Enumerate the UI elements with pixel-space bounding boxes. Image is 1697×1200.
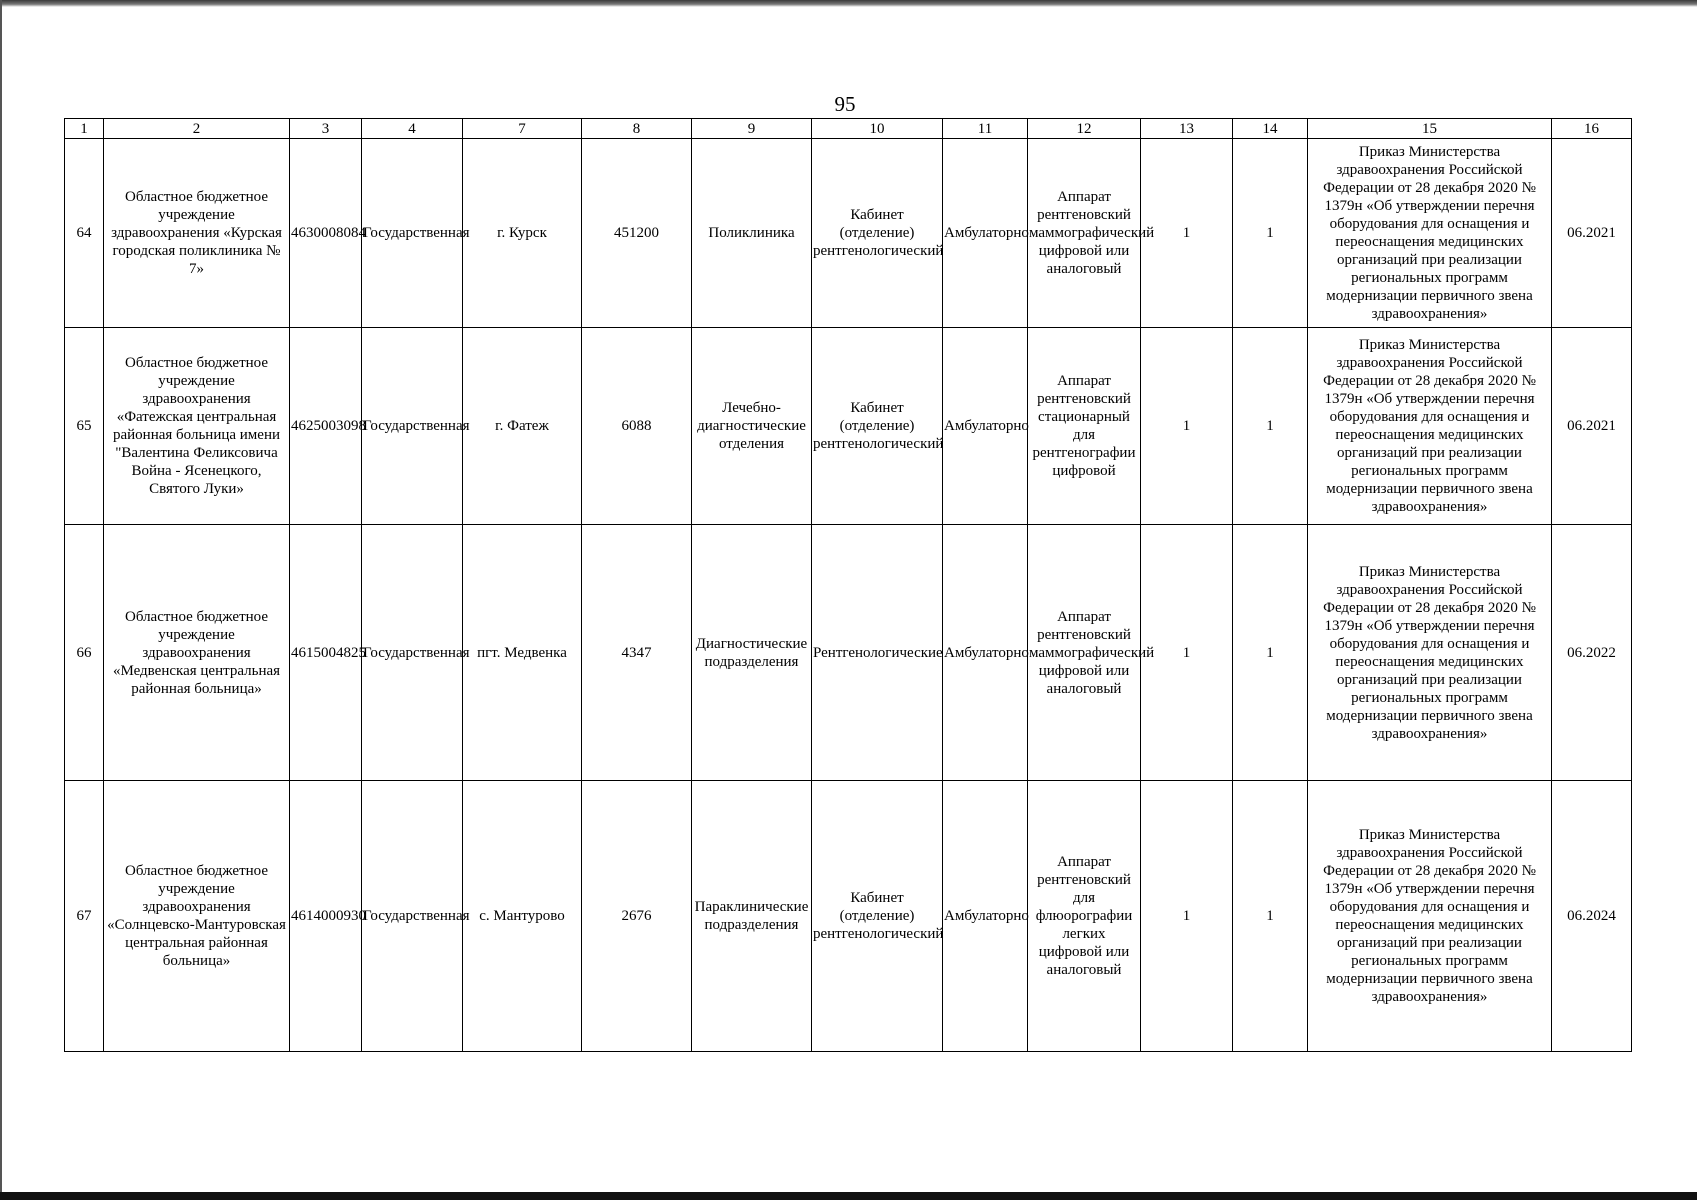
equipment-name: Аппарат рентгеновский маммографический цифровой или аналоговый	[1028, 139, 1141, 328]
ownership-form: Государственная	[362, 139, 463, 328]
legal-basis: Приказ Министерства здравоохранения Российской Федерации от 28 декабря 2020 № 1379н «Об утверждении перечня оборудования для оснащения и переоснащения медицинских организаций при реализации региональных программ модернизации первичного звена здравоохранения»	[1308, 781, 1552, 1052]
quantity-14: 1	[1233, 139, 1308, 328]
row-number: 64	[65, 139, 104, 328]
ownership-form: Государственная	[362, 328, 463, 525]
quantity-13: 1	[1141, 139, 1233, 328]
column-header: 8	[582, 119, 692, 139]
quantity-13: 1	[1141, 328, 1233, 525]
column-header: 15	[1308, 119, 1552, 139]
table-row	[65, 781, 1632, 1052]
department: Рентгенологические	[812, 525, 943, 781]
ownership-form: Государственная	[362, 525, 463, 781]
column-header: 7	[463, 119, 582, 139]
date: 06.2024	[1552, 781, 1632, 1052]
table-row	[65, 139, 1632, 328]
locality: с. Мантурово	[463, 781, 582, 1052]
care-type: Амбулаторно	[943, 139, 1028, 328]
care-type: Амбулаторно	[943, 328, 1028, 525]
column-header: 16	[1552, 119, 1632, 139]
table-header-row	[65, 119, 1632, 139]
row-number: 67	[65, 781, 104, 1052]
scan-edge-bottom	[0, 1192, 1697, 1200]
institution-code: 4615004825	[290, 525, 362, 781]
institution-name: Областное бюджетное учреждение здравоохранения «Солнцевско-Мантуровская центральная районная больница»	[104, 781, 290, 1052]
population: 6088	[582, 328, 692, 525]
column-header: 3	[290, 119, 362, 139]
institution-code: 4614000930	[290, 781, 362, 1052]
institution-name: Областное бюджетное учреждение здравоохранения «Курская городская поликлиника № 7»	[104, 139, 290, 328]
table-row	[65, 525, 1632, 781]
column-header: 10	[812, 119, 943, 139]
institution-name: Областное бюджетное учреждение здравоохранения «Фатежская центральная районная больница имени "Валентина Феликсовича Война - Ясенецкого, Святого Луки»	[104, 328, 290, 525]
care-type: Амбулаторно	[943, 781, 1028, 1052]
quantity-13: 1	[1141, 781, 1233, 1052]
page-number: 95	[834, 92, 856, 116]
subdivision: Лечебно-диагностические отделения	[692, 328, 812, 525]
quantity-14: 1	[1233, 525, 1308, 781]
locality: пгт. Медвенка	[463, 525, 582, 781]
care-type: Амбулаторно	[943, 525, 1028, 781]
equipment-name: Аппарат рентгеновский для флюорографии легких цифровой или аналоговый	[1028, 781, 1141, 1052]
column-header: 9	[692, 119, 812, 139]
row-number: 65	[65, 328, 104, 525]
population: 4347	[582, 525, 692, 781]
legal-basis: Приказ Министерства здравоохранения Российской Федерации от 28 декабря 2020 № 1379н «Об утверждении перечня оборудования для оснащения и переоснащения медицинских организаций при реализации региональных программ модернизации первичного звена здравоохранения»	[1308, 139, 1552, 328]
scan-edge-left	[0, 0, 2, 1200]
department: Кабинет (отделение) рентгенологический	[812, 781, 943, 1052]
column-header: 13	[1141, 119, 1233, 139]
equipment-name: Аппарат рентгеновский маммографический цифровой или аналоговый	[1028, 525, 1141, 781]
population: 451200	[582, 139, 692, 328]
column-header: 4	[362, 119, 463, 139]
quantity-14: 1	[1233, 781, 1308, 1052]
column-header: 1	[65, 119, 104, 139]
date: 06.2022	[1552, 525, 1632, 781]
institution-code: 4625003098	[290, 328, 362, 525]
date: 06.2021	[1552, 139, 1632, 328]
column-header: 2	[104, 119, 290, 139]
column-header: 14	[1233, 119, 1308, 139]
column-header: 12	[1028, 119, 1141, 139]
quantity-14: 1	[1233, 328, 1308, 525]
equipment-table	[64, 118, 1632, 1052]
date: 06.2021	[1552, 328, 1632, 525]
row-number: 66	[65, 525, 104, 781]
subdivision: Диагностические подразделения	[692, 525, 812, 781]
locality: г. Курск	[463, 139, 582, 328]
column-header: 11	[943, 119, 1028, 139]
legal-basis: Приказ Министерства здравоохранения Российской Федерации от 28 декабря 2020 № 1379н «Об утверждении перечня оборудования для оснащения и переоснащения медицинских организаций при реализации региональных программ модернизации первичного звена здравоохранения»	[1308, 525, 1552, 781]
population: 2676	[582, 781, 692, 1052]
table-row	[65, 328, 1632, 525]
equipment-name: Аппарат рентгеновский стационарный для рентгенографии цифровой	[1028, 328, 1141, 525]
subdivision: Поликлиника	[692, 139, 812, 328]
locality: г. Фатеж	[463, 328, 582, 525]
department: Кабинет (отделение) рентгенологический	[812, 139, 943, 328]
department: Кабинет (отделение) рентгенологический	[812, 328, 943, 525]
legal-basis: Приказ Министерства здравоохранения Российской Федерации от 28 декабря 2020 № 1379н «Об утверждении перечня оборудования для оснащения и переоснащения медицинских организаций при реализации региональных программ модернизации первичного звена здравоохранения»	[1308, 328, 1552, 525]
institution-name: Областное бюджетное учреждение здравоохранения «Медвенская центральная районная больница»	[104, 525, 290, 781]
institution-code: 4630008084	[290, 139, 362, 328]
ownership-form: Государственная	[362, 781, 463, 1052]
quantity-13: 1	[1141, 525, 1233, 781]
scan-edge-top	[0, 0, 1697, 7]
subdivision: Параклинические подразделения	[692, 781, 812, 1052]
